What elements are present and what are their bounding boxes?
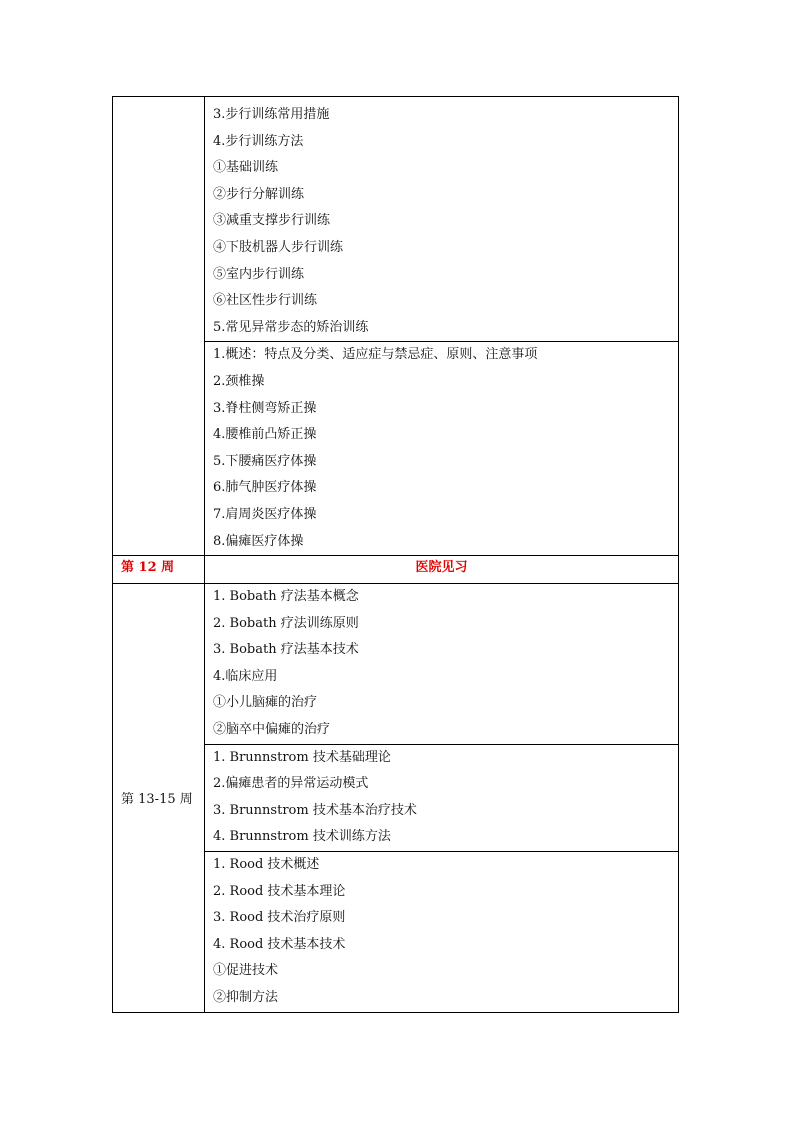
list-item: 6.肺气肿医疗体操 xyxy=(213,480,317,496)
row-week-12 xyxy=(113,556,679,584)
week-12-label: 第 12 周 xyxy=(113,556,205,584)
list-item: 1.概述：特点及分类、适应症与禁忌症、原则、注意事项 xyxy=(213,347,538,363)
list-item: 3. Bobath 疗法基本技术 xyxy=(213,642,359,658)
list-item: 4. Brunnstrom 技术训练方法 xyxy=(213,829,391,845)
list-item: 3.步行训练常用措施 xyxy=(213,107,330,122)
list-item: ②抑制方法 xyxy=(213,990,279,1005)
list-item: 3. Rood 技术治疗原则 xyxy=(213,910,346,926)
week-13-15-label: 第 13-15 周 xyxy=(113,584,205,1013)
list-item: 2. Bobath 疗法训练原则 xyxy=(213,615,359,631)
week-cell-empty xyxy=(113,97,205,556)
list-item: 4. Rood 技术基本技术 xyxy=(213,936,346,952)
list-item: ②脑卒中偏瘫的治疗 xyxy=(213,722,331,738)
content-brunnstrom xyxy=(205,744,679,851)
list-item: 5.下腰痛医疗体操 xyxy=(213,453,317,469)
list-item: ③减重支撑步行训练 xyxy=(213,213,331,229)
syllabus-table xyxy=(112,96,679,1013)
content-medical-gymnastics xyxy=(205,342,679,556)
list-item: 7.肩周炎医疗体操 xyxy=(213,506,317,522)
week-12-title: 医院见习 xyxy=(205,556,679,584)
list-item: 1. Rood 技术概述 xyxy=(213,857,320,873)
list-item: 2. Rood 技术基本理论 xyxy=(213,883,346,899)
list-item: 1. Brunnstrom 技术基础理论 xyxy=(213,749,391,765)
list-item: ⑤室内步行训练 xyxy=(213,266,305,282)
content-walking-training xyxy=(205,97,679,342)
list-item: 2.颈椎操 xyxy=(213,373,265,389)
list-item: 4.腰椎前凸矫正操 xyxy=(213,427,317,443)
list-item: 3.脊柱侧弯矫正操 xyxy=(213,400,317,416)
list-item: 5.常见异常步态的矫治训练 xyxy=(213,319,369,335)
list-item: 2.偏瘫患者的异常运动模式 xyxy=(213,776,369,792)
list-item: ①小儿脑瘫的治疗 xyxy=(213,695,318,711)
list-item: 4.步行训练方法 xyxy=(213,133,304,149)
list-item: ①基础训练 xyxy=(213,160,279,176)
list-item: ⑥社区性步行训练 xyxy=(213,293,318,309)
row-bobath xyxy=(113,584,679,745)
list-item: 3. Brunnstrom 技术基本治疗技术 xyxy=(213,802,417,818)
content-rood xyxy=(205,852,679,1013)
row-walking-training xyxy=(113,97,679,342)
list-item: 8.偏瘫医疗体操 xyxy=(213,533,304,549)
list-item: 4.临床应用 xyxy=(213,668,278,684)
list-item: ②步行分解训练 xyxy=(213,186,305,202)
list-item: ①促进技术 xyxy=(213,963,279,979)
list-item: ④下肢机器人步行训练 xyxy=(213,239,344,255)
list-item: 1. Bobath 疗法基本概念 xyxy=(213,589,359,605)
content-bobath xyxy=(205,584,679,745)
